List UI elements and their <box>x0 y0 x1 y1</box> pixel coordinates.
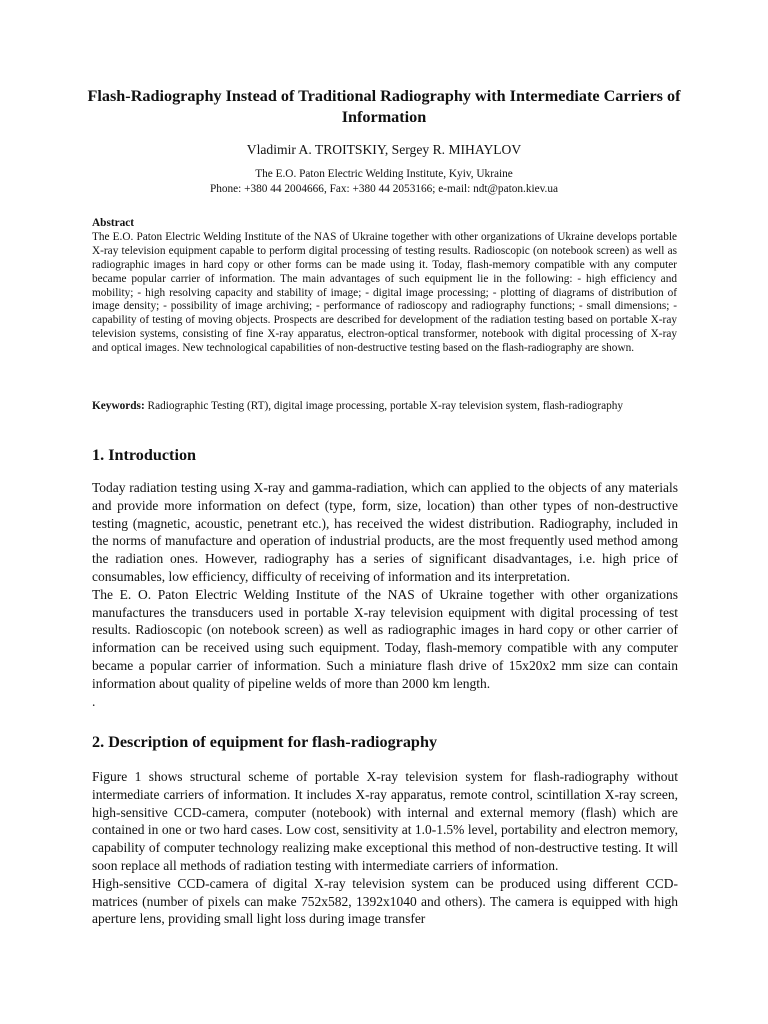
abstract-label: Abstract <box>92 217 135 229</box>
abstract-text: The E.O. Paton Electric Welding Institute of the NAS of Ukraine together with other organizations of Ukraine develops portable X-ray television equipment capable to perform digital processing of testing results. Radioscopic (on notebook screen) as well as radiographic images in hard copy or other forms can be made using it. Today, flash-memory compatible with any computer became popular carrier of information. The main advantages of such equipment lie in the following: - high efficiency and mobility; - high resolving capacity and stability of image; - digital image processing; - plotting of diagrams of distribution of image density; - possibility of image archiving; - performance of radioscopy and radiography functions; - small dimensions; - capability of testing of moving objects. Prospects are described for development of the radiation testing based on portable X-ray television systems, consisting of fine X-ray apparatus, electron-optical transformer, notebook with digital processing of X-ray and optical images. New technological capabilities of non-destructive testing based on the flash-radiography are shown. <box>92 230 677 355</box>
contact-line: Phone: +380 44 2004666, Fax: +380 44 2053166; e-mail: ndt@paton.kiev.ua <box>209 182 559 195</box>
section-heading-introduction: 1. Introduction <box>92 446 197 464</box>
keywords <box>92 400 677 414</box>
keywords-text: Radiographic Testing (RT), digital image processing, portable X-ray television system, flash-radiography <box>147 400 624 412</box>
keywords-label: Keywords: <box>92 400 145 412</box>
section-body-equipment <box>92 768 678 928</box>
paragraph: The E. O. Paton Electric Welding Institute of the NAS of Ukraine together with other organizations manufactures the transducers used in portable X-ray television equipment with digital processing of test results. Radioscopic (on notebook screen) as well as radiographic images in hard copy or other carrier of information can be received using such equipment. Today, flash-memory compatible with any computer became a popular carrier of information. Such a miniature flash drive of 15x20x2 mm size can contain information about quality of pipeline welds of more than 2000 km length. <box>92 586 678 691</box>
affiliation-block <box>80 167 688 196</box>
paper-authors: Vladimir A. TROITSKIY, Sergey R. MIHAYLOV <box>246 142 522 157</box>
section-body-introduction <box>92 479 678 710</box>
affiliation: The E.O. Paton Electric Welding Institute, Kyiv, Ukraine <box>255 168 513 180</box>
abstract <box>92 217 677 356</box>
paper-title: Flash-Radiography Instead of Traditional Radiography with Intermediate Carriers of Information <box>87 87 681 126</box>
paragraph: Today radiation testing using X-ray and gamma-radiation, which can applied to the objects of any materials and provide more information on defect (type, form, size, location) than other types of non-destructive testing (magnetic, acoustic, penetrant etc.), has received the widest distribution. Radiography, included in the norms of manufacture and operation of industrial products, are the most frequently used method among the radiation ones. However, radiography has a series of significant disadvantages, i.e. high price of consumables, low efficiency, difficulty of receiving of information and its interpretation. <box>92 480 678 584</box>
paragraph: . <box>92 693 96 709</box>
paragraph: High-sensitive CCD-camera of digital X-ray television system can be produced using different CCD-matrices (number of pixels can make 752x582, 1392x1040 and others). The camera is equipped with high aperture lens, providing small light loss during image transfer <box>92 875 678 927</box>
paragraph: Figure 1 shows structural scheme of portable X-ray television system for flash-radiography without intermediate carriers of information. It includes X-ray apparatus, remote control, scintillation X-ray screen, high-sensitive CCD-camera, computer (notebook) with internal and external memory (flash) which are contained in one or two hard cases. Low cost, sensitivity at 1.0-1.5% level, portability and electron memory, capability of computer technology realizing make exceptional this method of non-destructive testing. It will soon replace all methods of radiation testing with intermediate carriers of information. <box>92 769 678 873</box>
section-heading-equipment: 2. Description of equipment for flash-radiography <box>92 733 438 751</box>
